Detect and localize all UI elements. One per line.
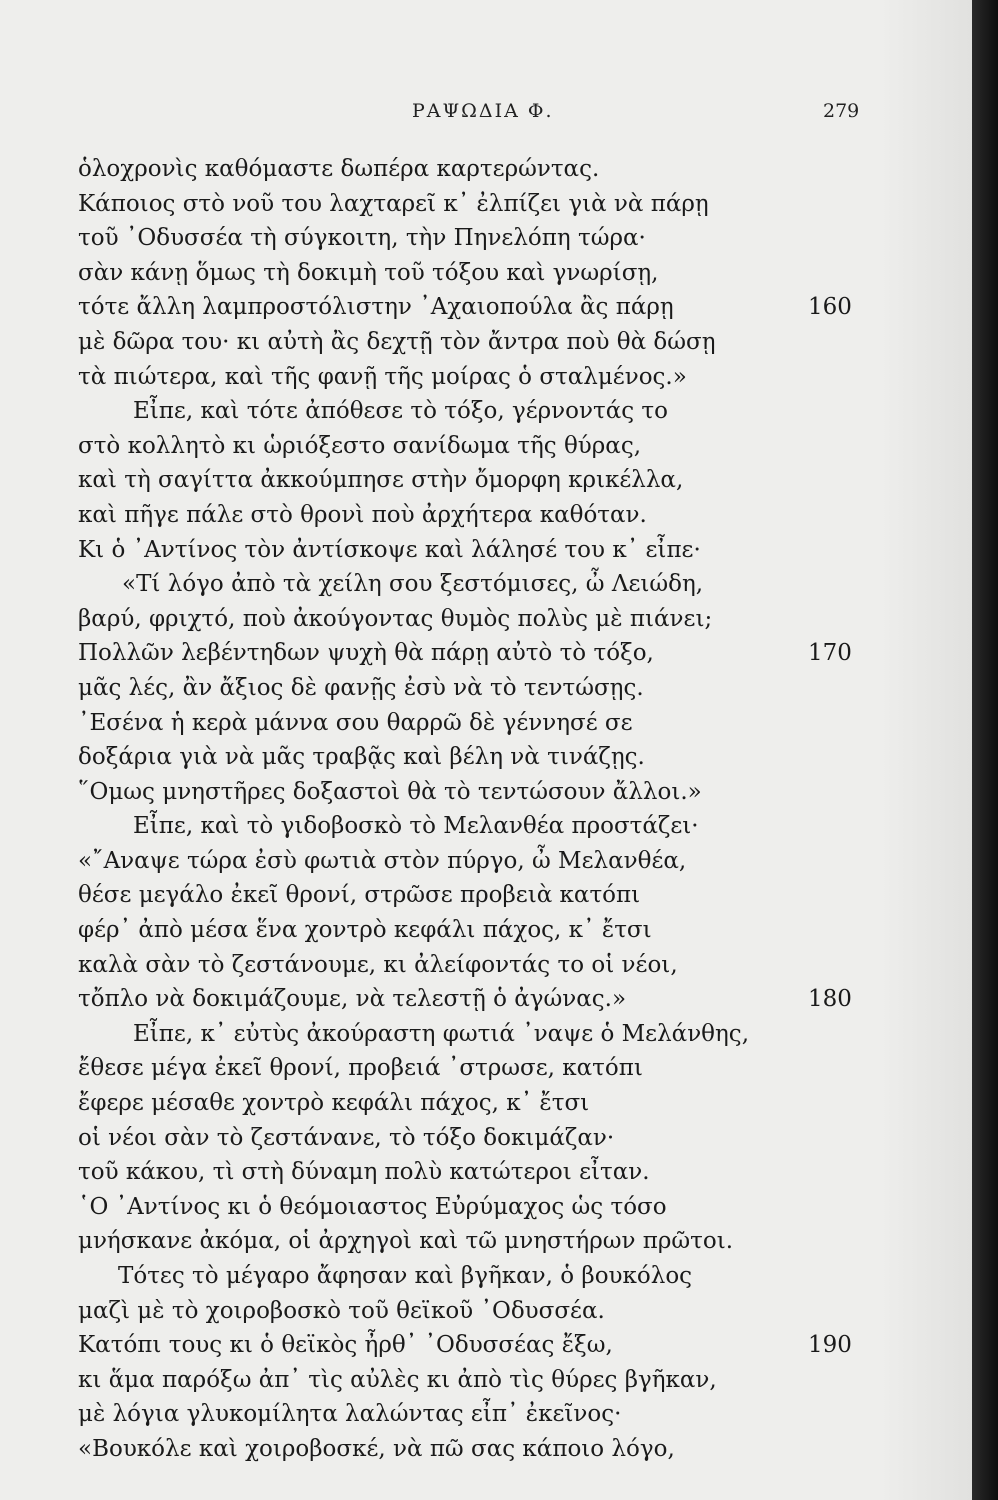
verse-line-text: Εἶπε, καὶ τὸ γιδοβοσκὸ τὸ Μελανθέα προστάζει·	[133, 813, 699, 840]
verse-line	[0, 1294, 972, 1329]
verse-line-text: στὸ κολλητὸ κι ὡριόξεστο σανίδωμα τῆς θύρας,	[78, 432, 642, 459]
verse-line	[0, 1328, 972, 1363]
verse-line-text: τοῦ ᾽Οδυσσέα τὴ σύγκοιτη, τὴν Πηνελόπη τώρα·	[78, 225, 646, 252]
verse-line-text: μαζὶ μὲ τὸ χοιροβοσκὸ τοῦ θεϊκοῦ ᾽Οδυσσέα.	[78, 1297, 605, 1324]
verse-line	[0, 221, 972, 256]
verse-line	[0, 567, 972, 602]
line-number: 160	[808, 294, 852, 321]
verse-line	[0, 1259, 972, 1294]
verse-line	[0, 290, 972, 325]
verse-line-text: καὶ τὴ σαγίττα ἀκκούμπησε στὴν ὄμορφη κρικέλλα,	[78, 467, 684, 494]
verse-line-text: τὰ πιώτερα, καὶ τῆς φανῇ τῆς μοίρας ὁ σταλμένος.»	[78, 363, 687, 390]
verse-line-text: οἱ νέοι σὰν τὸ ζεστάνανε, τὸ τόξο δοκιμάζαν·	[78, 1124, 615, 1151]
verse-line-text: Κατόπι τους κι ὁ θεϊκὸς ἦρθ᾽ ᾽Οδυσσέας ἔξω,	[78, 1332, 613, 1359]
verse-line	[0, 1397, 972, 1432]
verse-line	[0, 1121, 972, 1156]
verse-line-text: Κι ὁ ᾽Αντίνος τὸν ἀντίσκοψε καὶ λάλησέ του κ᾽ εἶπε·	[78, 536, 701, 563]
verse-line	[0, 325, 972, 360]
verse-line	[0, 948, 972, 983]
verse-line	[0, 602, 972, 637]
verse-line	[0, 187, 972, 222]
verse-line-text: ῞Ομως μνηστῆρες δοξαστοὶ θὰ τὸ τεντώσουν ἄλλοι.»	[78, 778, 702, 805]
verse-line	[0, 740, 972, 775]
verse-line	[0, 809, 972, 844]
verse-line-text: Τότες τὸ μέγαρο ἄφησαν καὶ βγῆκαν, ὁ βουκόλος	[118, 1263, 693, 1289]
verse-line	[0, 1155, 972, 1190]
verse-line-text: καὶ πῆγε πάλε στὸ θρονὶ ποὺ ἀρχήτερα καθόταν.	[78, 501, 647, 528]
verse-line-text: ὁλοχρονὶς καθόμαστε δωπέρα καρτερώντας.	[78, 156, 600, 182]
verse-line	[0, 463, 972, 498]
verse-line	[0, 1051, 972, 1086]
verse-line-text: τοῦ κάκου, τὶ στὴ δύναμη πολὺ κατώτεροι εἶταν.	[78, 1159, 650, 1186]
verse-line	[0, 775, 972, 810]
verse-line	[0, 1017, 972, 1052]
verse-line-text: τὄπλο νὰ δοκιμάζουμε, νὰ τελεστῇ ὁ ἀγώνας.»	[78, 986, 627, 1013]
verse-line-text: τότε ἄλλη λαμπροστόλιστην ᾽Αχαιοπούλα ἂς πάρῃ	[78, 294, 674, 321]
verse-line-text: δοξάρια γιὰ νὰ μᾶς τραβᾷς καὶ βέλη νὰ τινάζῃς.	[78, 744, 645, 771]
verse-line-text: μὲ λόγια γλυκομίλητα λαλώντας εἶπ᾽ ἐκεῖνος·	[78, 1401, 622, 1428]
page-header	[0, 100, 972, 130]
verse-line-text: Κάποιος στὸ νοῦ του λαχταρεῖ κ᾽ ἐλπίζει γιὰ νὰ πάρῃ	[78, 190, 709, 217]
verse-line	[0, 1086, 972, 1121]
verse-line	[0, 1432, 972, 1467]
verse-line-text: καλὰ σὰν τὸ ζεστάνουμε, κι ἀλείφοντάς το οἱ νέοι,	[78, 951, 678, 978]
running-head: ΡΑΨΩΔΙΑ Φ.	[412, 100, 554, 122]
verse-line-text: «Βουκόλε καὶ χοιροβοσκέ, νὰ πῶ σας κάποιο λόγο,	[78, 1435, 675, 1462]
verse-line-text: ἔθεσε μέγα ἐκεῖ θρονί, προβειά ᾽στρωσε, κατόπι	[78, 1055, 643, 1082]
verse-line	[0, 982, 972, 1017]
verse-line-text: ῾Ο ᾽Αντίνος κι ὁ θεόμοιαστος Εὐρύμαχος ὡς τόσο	[78, 1193, 667, 1220]
verse-line	[0, 913, 972, 948]
verse-line-text: ἔφερε μέσαθε χοντρὸ κεφάλι πάχος, κ᾽ ἔτσι	[78, 1090, 590, 1117]
verse-body	[0, 152, 972, 1467]
verse-line	[0, 844, 972, 879]
verse-line-text: Πολλῶν λεβέντηδων ψυχὴ θὰ πάρῃ αὐτὸ τὸ τόξο,	[78, 640, 654, 667]
scan-border	[972, 0, 998, 1500]
verse-line-text: μνήσκανε ἀκόμα, οἱ ἀρχηγοὶ καὶ τῶ μνηστήρων πρῶτοι.	[78, 1228, 734, 1255]
page-number: 279	[823, 100, 860, 122]
verse-line	[0, 394, 972, 429]
verse-line-text: κι ἅμα παρόξω ἀπ᾽ τὶς αὐλὲς κι ἀπὸ τὶς θύρες βγῆκαν,	[78, 1366, 717, 1393]
verse-line	[0, 256, 972, 291]
verse-line	[0, 1224, 972, 1259]
line-number: 180	[808, 986, 852, 1013]
verse-line-text: ᾽Εσένα ἡ κερὰ μάννα σου θαρρῶ δὲ γέννησέ σε	[78, 709, 633, 736]
verse-line	[0, 360, 972, 395]
verse-line	[0, 152, 972, 187]
verse-line	[0, 498, 972, 533]
line-number: 170	[808, 640, 852, 667]
verse-line	[0, 671, 972, 706]
verse-line	[0, 1190, 972, 1225]
verse-line-text: θέσε μεγάλο ἐκεῖ θρονί, στρῶσε προβειὰ κατόπι	[78, 882, 641, 909]
verse-line-text: «῎Αναψε τώρα ἐσὺ φωτιὰ στὸν πύργο, ὦ Μελανθέα,	[78, 847, 687, 874]
verse-line	[0, 429, 972, 464]
verse-line-text: μὲ δῶρα του· κι αὐτὴ ἂς δεχτῇ τὸν ἄντρα ποὺ θὰ δώσῃ	[78, 328, 716, 355]
verse-line-text: φέρ᾽ ἀπὸ μέσα ἕνα χοντρὸ κεφάλι πάχος, κ᾽ ἔτσι	[78, 917, 652, 944]
verse-line	[0, 706, 972, 741]
verse-line	[0, 533, 972, 568]
verse-line-text: βαρύ, φριχτό, ποὺ ἀκούγοντας θυμὸς πολὺς μὲ πιάνει;	[78, 605, 713, 632]
line-number: 190	[808, 1332, 852, 1359]
verse-line-text: Εἶπε, κ᾽ εὐτὺς ἀκούραστη φωτιά ᾽ναψε ὁ Μελάνθης,	[133, 1020, 750, 1047]
verse-line-text: «Τί λόγο ἀπὸ τὰ χείλη σου ξεστόμισες, ὦ Λειώδη,	[122, 571, 704, 598]
verse-line-text: μᾶς λές, ἂν ἄξιος δὲ φανῇς ἐσὺ νὰ τὸ τεντώσῃς.	[78, 674, 644, 701]
verse-line-text: Εἶπε, καὶ τότε ἀπόθεσε τὸ τόξο, γέρνοντάς το	[133, 398, 669, 425]
verse-line	[0, 878, 972, 913]
verse-line-text: σὰν κάνῃ ὅμως τὴ δοκιμὴ τοῦ τόξου καὶ γνωρίσῃ,	[78, 259, 659, 286]
verse-line	[0, 636, 972, 671]
verse-line	[0, 1363, 972, 1398]
